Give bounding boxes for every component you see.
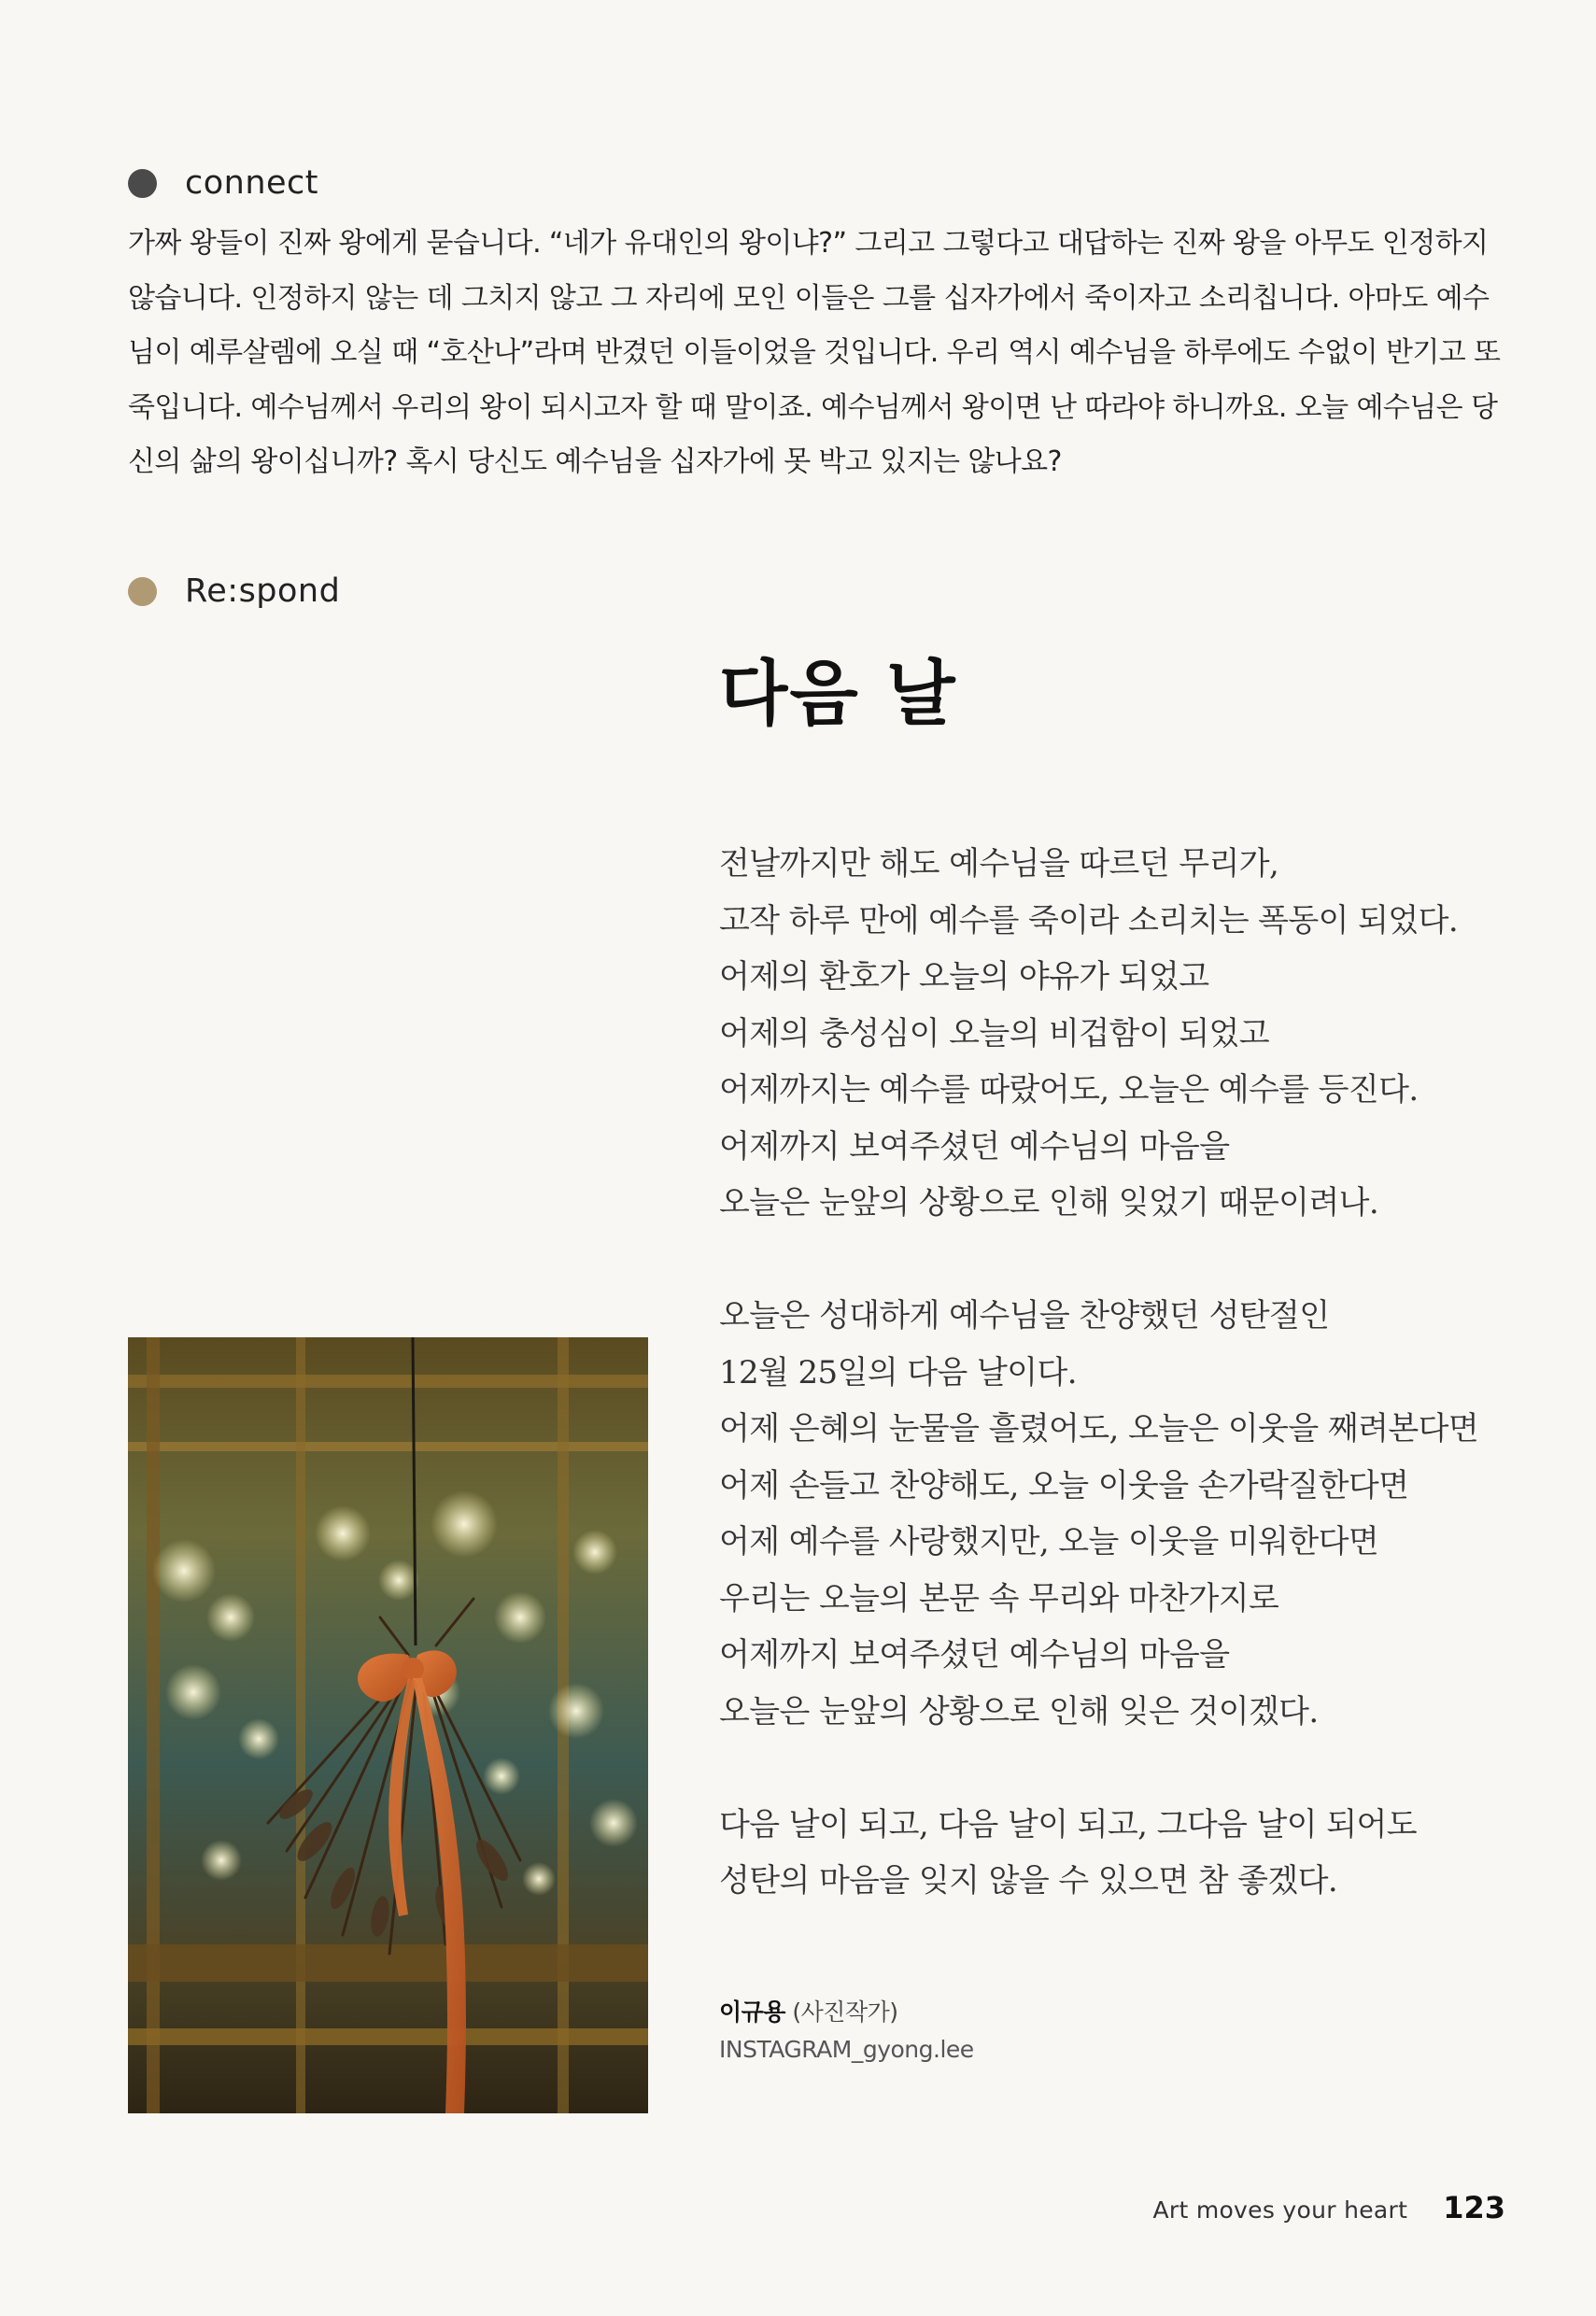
stanza-gap: [719, 1232, 1504, 1289]
respond-label: Re:spond: [185, 572, 341, 610]
connect-line: 신의 삶의 왕이십니까? 혹시 당신도 예수님을 십자가에 못 박고 있지는 않나요?: [128, 445, 1062, 478]
connect-bullet: [128, 169, 157, 198]
poem-line: 어제 예수를 사랑했지만, 오늘 이웃을 미워한다면: [719, 1523, 1379, 1560]
connect-body: [128, 217, 1501, 490]
poem-line: 어제의 충성심이 오늘의 비겁함이 되었고: [719, 1014, 1269, 1052]
poem-line: 전날까지만 해도 예수님을 따르던 무리가,: [719, 845, 1279, 883]
poem-line: 12월 25일의 다음 날이다.: [719, 1353, 1077, 1391]
poem-title: 다음 날: [719, 652, 957, 735]
poem-line: 오늘은 눈앞의 상황으로 인해 잊은 것이겠다.: [719, 1692, 1319, 1730]
poem-line: 어제의 환호가 오늘의 야유가 되었고: [719, 958, 1209, 996]
poem-line: 오늘은 성대하게 예수님을 찬양했던 성탄절인: [719, 1297, 1330, 1335]
poem-line: 성탄의 마음을 잊지 않을 수 있으면 참 좋겠다.: [719, 1862, 1338, 1899]
photo-dried-bouquet: [128, 1337, 648, 2113]
poem-line: 다음 날이 되고, 다음 날이 되고, 그다음 날이 되어도: [719, 1805, 1417, 1843]
connect-line: 님이 예루살렘에 오실 때 “호산나”라며 반겼던 이들이었을 것입니다. 우리 역시 예수님을 하루에도 수없이 반기고 또: [128, 336, 1501, 369]
poem-line: 어제 손들고 찬양해도, 오늘 이웃을 손가락질한다면: [719, 1466, 1409, 1504]
respond-bullet: [128, 577, 157, 606]
connect-header: [128, 164, 318, 202]
poem-line: 어제 은혜의 눈물을 흘렸어도, 오늘은 이웃을 째려본다면: [719, 1410, 1479, 1448]
poem-line: 고작 하루 만에 예수를 죽이라 소리치는 폭동이 되었다.: [719, 901, 1459, 939]
poem-line: 어제까지 보여주셨던 예수님의 마음을: [719, 1636, 1230, 1673]
connect-line: 않습니다. 인정하지 않는 데 그치지 않고 그 자리에 모인 이들은 그를 십자가에서 죽이자고 소리칩니다. 아마도 예수: [128, 281, 1490, 315]
poem-body: [719, 836, 1504, 1910]
stanza-gap: [719, 1740, 1504, 1797]
credit-instagram: INSTAGRAM_gyong.lee: [719, 2036, 974, 2063]
poem-line: 어제까지는 예수를 따랐어도, 오늘은 예수를 등진다.: [719, 1071, 1419, 1109]
connect-line: 죽입니다. 예수님께서 우리의 왕이 되시고자 할 때 말이죠. 예수님께서 왕이면 난 따라야 하니까요. 오늘 예수님은 당: [128, 390, 1498, 424]
connect-line: 가짜 왕들이 진짜 왕에게 묻습니다. “네가 유대인의 왕이냐?” 그리고 그렇다고 대답하는 진짜 왕을 아무도 인정하지: [128, 227, 1489, 260]
page-number: 123: [1443, 2190, 1505, 2225]
page-footer: [1152, 2190, 1505, 2225]
credit-role: (사진작가): [792, 1998, 898, 2026]
poem-line: 우리는 오늘의 본문 속 무리와 마찬가지로: [719, 1579, 1279, 1617]
poem-line: 어제까지 보여주셨던 예수님의 마음을: [719, 1127, 1230, 1165]
poem-line: 오늘은 눈앞의 상황으로 인해 잊었기 때문이려나.: [719, 1184, 1379, 1222]
credit-name: 이규용: [719, 1998, 785, 2026]
respond-header: [128, 572, 340, 610]
footer-tagline: Art moves your heart: [1152, 2196, 1408, 2224]
connect-label: connect: [185, 164, 319, 202]
photo-credit: [719, 1994, 974, 2069]
